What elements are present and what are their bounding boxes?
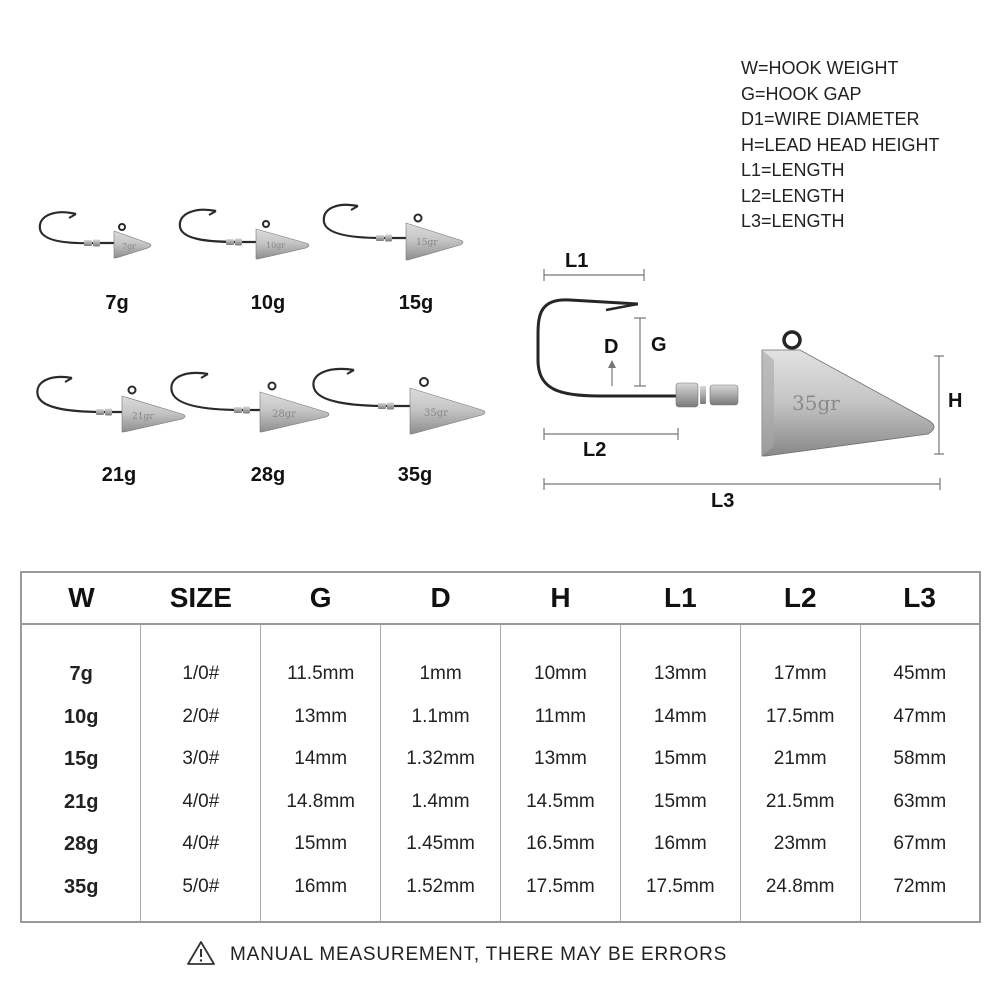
jighead-thumbnail-10g [176,205,316,265]
thumbnail-label: 21g [101,464,137,486]
column-w [21,624,141,922]
table-cell: 16mm [653,833,707,855]
table-cell: 1.52mm [406,875,475,897]
table-cell: 72mm [893,875,947,897]
table-cell: 21mm [773,748,827,770]
table-cell: 1.32mm [406,748,475,770]
legend-item-wire-diameter: D1=WIRE DIAMETER [741,109,920,129]
table-cell: 1.4mm [411,790,470,812]
table-cell: 14.5mm [526,790,595,812]
table-cell: 17.5mm [526,875,595,897]
table-cell: 21.5mm [765,790,835,812]
table-cell: 15mm [653,790,707,812]
dimension-diagram [530,240,970,530]
warning-triangle-icon [186,940,216,971]
column-h [501,624,621,922]
jighead-thumbnail-35g [310,364,490,438]
dimension-label-l3: L3 [711,490,735,512]
diagram-stamp: 35gr [792,391,840,415]
table-cell: 15mm [653,748,707,770]
thumbnail-label: 7g [105,292,129,314]
table-cell: 63mm [893,790,947,812]
table-cell: 1.45mm [406,833,475,855]
table-body [21,624,980,922]
table-cell: 17mm [773,663,827,684]
column-header-size: SIZE [141,572,261,624]
column-l1 [620,624,740,922]
column-header-l2: L2 [740,572,860,624]
table-cell: 11mm [534,705,587,727]
legend-item-head-height: H=LEAD HEAD HEIGHT [741,134,940,155]
table-cell: 11.5mm [287,663,355,684]
table-cell: 14mm [294,748,348,770]
legend-item-weight: W=HOOK WEIGHT [741,58,899,78]
jighead-diagram-graphic [530,240,970,530]
table-cell: 35g [63,875,99,898]
table-cell: 13mm [294,705,348,727]
table-cell: 14mm [653,705,707,727]
legend-item-l3: L3=LENGTH [741,211,845,231]
table-cell: 67mm [893,833,947,855]
jighead-thumbnail-7g [36,205,166,265]
column-header-l1: L1 [620,572,740,624]
table-cell: 3/0# [182,748,220,770]
thumbnail-stamp: 10gr [266,241,286,250]
dimension-label-d: D [604,336,619,358]
abbreviation-legend [741,56,940,235]
table-cell: 1mm [419,663,462,684]
jighead-thumbnail-15g [320,200,470,266]
table-cell: 13mm [534,748,587,770]
column-header-w: W [21,572,141,624]
table-cell: 47mm [893,705,947,727]
column-size [141,624,261,922]
table-cell: 28g [63,833,99,856]
thumbnail-stamp: 21gr [132,412,154,422]
dimension-label-l2: L2 [583,439,607,461]
table-cell: 14.8mm [286,790,355,812]
table-cell: 15mm [294,833,348,855]
thumbnail-label: 35g [397,464,433,486]
table-cell: 1.1mm [411,705,470,727]
table-cell: 10mm [534,663,587,684]
table-cell: 13mm [653,663,707,684]
legend-item-l2: L2=LENGTH [741,185,845,206]
legend-item-gap: G=HOOK GAP [741,83,862,104]
thumbnail-label: 15g [398,292,434,314]
table-cell: 23mm [773,833,827,855]
table-cell: 58mm [893,748,947,770]
dimension-label-l1: L1 [565,250,589,272]
table-cell: 17.5mm [645,875,715,897]
column-header-d: D [381,572,501,624]
column-d [381,624,501,922]
table-header-row [21,572,980,624]
measurement-notice [186,940,727,970]
table-cell: 7g [69,663,93,685]
column-g [261,624,381,922]
table-cell: 4/0# [182,833,220,855]
legend-item-l1: L1=LENGTH [741,160,845,180]
table-cell: 17.5mm [765,705,835,727]
column-header-h: H [501,572,621,624]
dimension-label-h: H [948,390,963,412]
thumbnail-stamp: 28gr [272,409,296,420]
table-cell: 16mm [294,875,348,897]
thumbnail-stamp: 35gr [424,408,448,419]
thumbnail-label: 10g [250,292,286,314]
column-l2 [740,624,860,922]
thumbnail-stamp: 7gr [122,242,137,251]
thumbnail-stamp: 15gr [416,238,438,248]
dimension-label-g: G [651,334,667,356]
table-cell: 4/0# [182,790,220,812]
table-cell: 24.8mm [765,875,835,897]
column-header-l3: L3 [860,572,980,624]
column-l3 [860,624,980,922]
column-header-g: G [261,572,381,624]
specification-table [20,571,981,923]
table-cell: 15g [63,748,99,771]
table-cell: 2/0# [182,705,220,727]
notice-text: MANUAL MEASUREMENT, THERE MAY BE ERRORS [230,944,728,965]
table-cell: 1/0# [182,663,220,684]
table-cell: 16.5mm [526,833,595,855]
table-cell: 21g [63,790,99,813]
table-cell: 5/0# [182,875,220,897]
table-cell: 45mm [893,663,947,684]
table-cell: 10g [63,705,99,728]
thumbnail-label: 28g [250,464,286,486]
